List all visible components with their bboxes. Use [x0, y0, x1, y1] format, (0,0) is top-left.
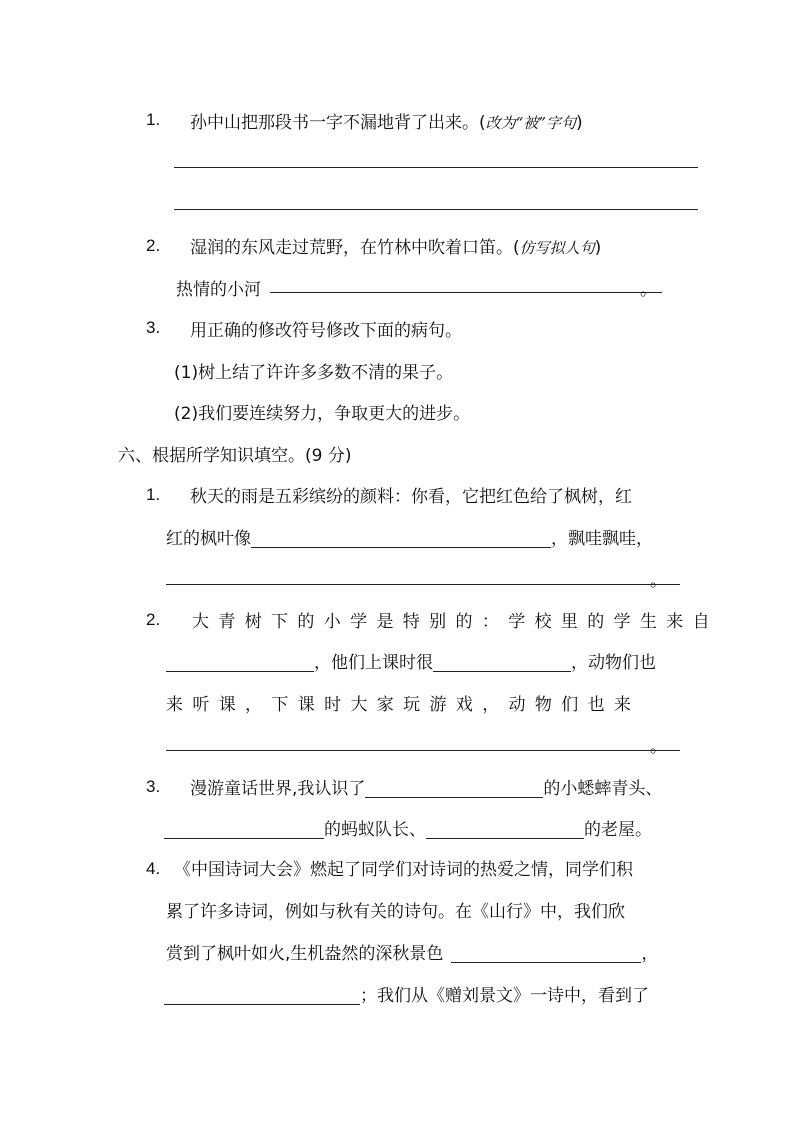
q6-item3-line2 [164, 815, 652, 840]
q5-item2-close: ) [594, 238, 602, 258]
q6-item2-line2-tail: ，动物们也 [571, 653, 656, 673]
q6-item2-line2 [166, 648, 656, 673]
q5-item1-hint: 改为“被”字句 [485, 114, 576, 132]
q6-item1-line2-lead: 红的枫叶像 [166, 529, 251, 549]
q6-item2-blank-2[interactable] [433, 651, 571, 672]
q5-item1-answer-line-2[interactable] [174, 209, 698, 210]
q5-item1-prompt [190, 108, 583, 133]
q6-item2-answer-line[interactable] [166, 750, 680, 751]
q6-item1-blank-1[interactable] [251, 527, 551, 548]
q5-item3-text: 用正确的修改符号修改下面的病句。 [190, 321, 462, 341]
q5-item1-number: 1. [146, 110, 161, 129]
q5-item2-answer-line[interactable] [270, 292, 662, 293]
q5-item3-sub2[interactable]: (2)我们要连续努力，争取更大的进步。 [174, 404, 471, 424]
q5-item2-prompt [190, 233, 601, 258]
q5-item3-number: 3. [146, 318, 161, 337]
q5-item1-text: 孙中山把那段书一字不漏地背了出来。( [190, 113, 486, 133]
q6-item4-line4 [164, 981, 649, 1006]
q5-item2-text: 湿润的东风走过荒野，在竹林中吹着口笛。( [190, 238, 520, 258]
q6-item4-blank-2[interactable] [164, 984, 360, 1005]
q6-item3-line1-lead: 漫游童话世界,我认识了 [190, 779, 366, 799]
q6-item3-blank-2[interactable] [164, 818, 324, 839]
q6-item3-number: 3. [146, 777, 161, 796]
section-six-heading: 六、根据所学知识填空。(9 分) [118, 446, 352, 466]
q6-item2-line3: 来听课，下课时大家玩游戏，动物们也来 [166, 695, 641, 715]
q5-item2-number: 2. [146, 236, 161, 255]
q5-item1-close: ) [575, 113, 583, 133]
q6-item4-line3 [166, 939, 658, 964]
q6-item3-blank-3[interactable] [426, 818, 584, 839]
q5-item1-answer-line-1[interactable] [174, 167, 698, 168]
q6-item4-number: 4. [146, 859, 161, 878]
q6-item3-line1 [190, 774, 662, 799]
q6-item1-answer-line[interactable] [166, 584, 680, 585]
q6-item3-blank-1[interactable] [365, 777, 543, 798]
q6-item4-blank-1[interactable] [451, 942, 641, 963]
q6-item4-line4-tail: ；我们从《赠刘景文》一诗中，看到了 [360, 986, 649, 1006]
q6-item3-line2-tail: 的老屋。 [584, 820, 652, 840]
q5-item2-hint: 仿写拟人句 [519, 239, 595, 257]
q6-item1-line2 [166, 524, 653, 549]
q6-item1-line2-tail: ，飘哇飘哇， [551, 529, 653, 549]
q6-item2-end: 。 [650, 737, 667, 757]
q6-item1-line1: 秋天的雨是五彩缤纷的颜料：你看，它把红色给了枫树，红 [190, 487, 632, 507]
q5-item2-lead: 热情的小河 [176, 280, 261, 300]
q6-item4-line1: 《中国诗词大会》燃起了同学们对诗词的热爱之情，同学们积 [174, 860, 633, 880]
q6-item2-line2-mid: ，他们上课时很 [314, 653, 433, 673]
q5-item3-sub1[interactable]: (1)树上结了许许多多数不清的果子。 [174, 363, 454, 383]
q6-item1-number: 1. [146, 485, 161, 504]
q6-item4-line3-tail: ， [641, 944, 659, 964]
q5-item2-end: 。 [640, 280, 657, 300]
q6-item3-line1-tail: 的小蟋蟀青头、 [543, 779, 663, 799]
q6-item3-line2-mid: 的蚂蚁队长、 [324, 820, 426, 840]
q6-item2-line1: 大青树下的小学是特别的：学校里的学生来自 [192, 612, 719, 632]
q6-item4-line3-lead: 赏到了枫叶如火,生机盎然的深秋景色 [166, 944, 444, 964]
q6-item1-end: 。 [650, 571, 667, 591]
q6-item2-number: 2. [146, 610, 161, 629]
q6-item4-line2: 累了许多诗词，例如与秋有关的诗句。在《山行》中，我们欣 [166, 902, 625, 922]
q6-item2-blank-1[interactable] [166, 651, 314, 672]
